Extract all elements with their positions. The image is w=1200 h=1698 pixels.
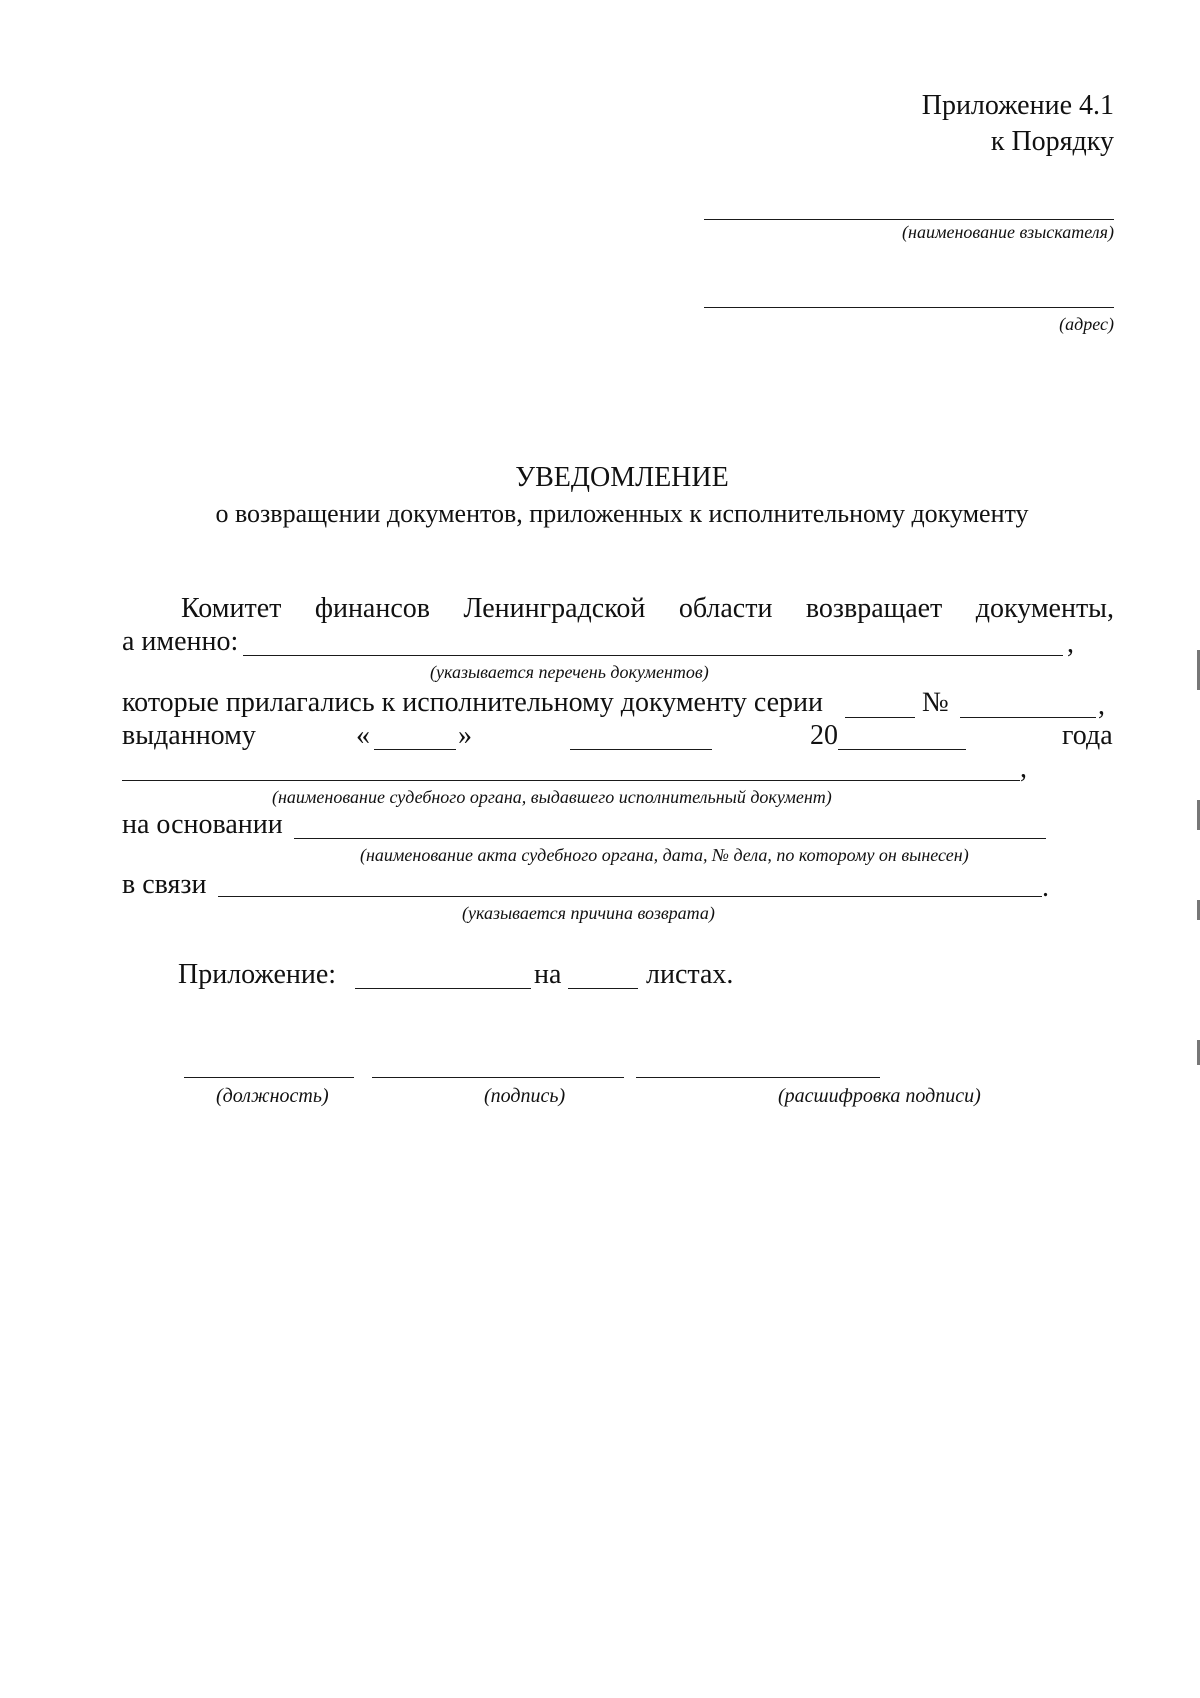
- namely-label: а именно:: [122, 626, 239, 657]
- appendix-reference: к Порядку: [990, 126, 1114, 157]
- documents-list-caption: (указывается перечень документов): [430, 662, 709, 682]
- year-suffix: года: [1062, 720, 1113, 751]
- row1-word: документы,: [975, 593, 1114, 624]
- recipient-name-caption: (наименование взыскателя): [902, 222, 1114, 242]
- document-subtitle: о возвращении документов, приложенных к исполнительному документу: [215, 499, 1029, 528]
- year-line: [838, 749, 966, 750]
- row1-word: Ленинградской: [463, 593, 646, 624]
- year-prefix: 20: [810, 720, 838, 751]
- attachment-label: Приложение:: [178, 959, 337, 990]
- quote-close: »: [458, 720, 472, 751]
- signature-decode-line: [636, 1077, 880, 1078]
- attachment-on: на: [534, 959, 562, 990]
- row1-word: возвращает: [805, 593, 943, 624]
- row1-word: области: [678, 593, 773, 624]
- document-title: УВЕДОМЛЕНИЕ: [515, 462, 729, 493]
- month-line: [570, 749, 712, 750]
- series-line: [845, 717, 915, 718]
- return-reason-line: [218, 896, 1042, 897]
- appendix-number: Приложение 4.1: [921, 90, 1114, 121]
- court-name-line: [122, 780, 1020, 781]
- signature-decode-caption: (расшифровка подписи): [778, 1085, 981, 1107]
- attachment-sheets: листах.: [646, 959, 734, 990]
- return-reason-caption: (указывается причина возврата): [462, 903, 715, 923]
- recipient-address-caption: (адрес): [1059, 314, 1114, 334]
- number-sign: №: [922, 687, 949, 718]
- row1-word: финансов: [314, 593, 430, 624]
- documents-list-line: [243, 655, 1063, 656]
- court-name-caption: (наименование судебного органа, выдавшего исполнительный документ): [272, 787, 832, 807]
- signature-line: [372, 1077, 624, 1078]
- issued-label: выданному: [122, 720, 256, 751]
- number-line: [960, 717, 1096, 718]
- quote-open: «: [356, 720, 370, 751]
- basis-label: на основании: [122, 809, 283, 840]
- day-line: [374, 749, 456, 750]
- sheets-count-line: [568, 988, 638, 989]
- recipient-name-line: [704, 219, 1114, 220]
- signature-caption: (подпись): [484, 1085, 566, 1107]
- row5-comma: ,: [1020, 753, 1027, 784]
- position-line: [184, 1077, 354, 1078]
- court-act-line: [294, 838, 1046, 839]
- position-caption: (должность): [216, 1085, 329, 1107]
- row3-comma: ,: [1098, 690, 1105, 721]
- reason-label: в связи: [122, 869, 207, 900]
- row2-comma: ,: [1067, 628, 1074, 659]
- row1-word: Комитет: [181, 593, 282, 624]
- body-row-1: [181, 593, 1114, 625]
- recipient-address-line: [704, 307, 1114, 308]
- court-act-caption: (наименование акта судебного органа, дата, № дела, по которому он вынесен): [360, 845, 969, 865]
- row7-period: .: [1042, 872, 1049, 903]
- attached-to-text: которые прилагались к исполнительному документу серии: [122, 687, 823, 718]
- attachment-line: [355, 988, 531, 989]
